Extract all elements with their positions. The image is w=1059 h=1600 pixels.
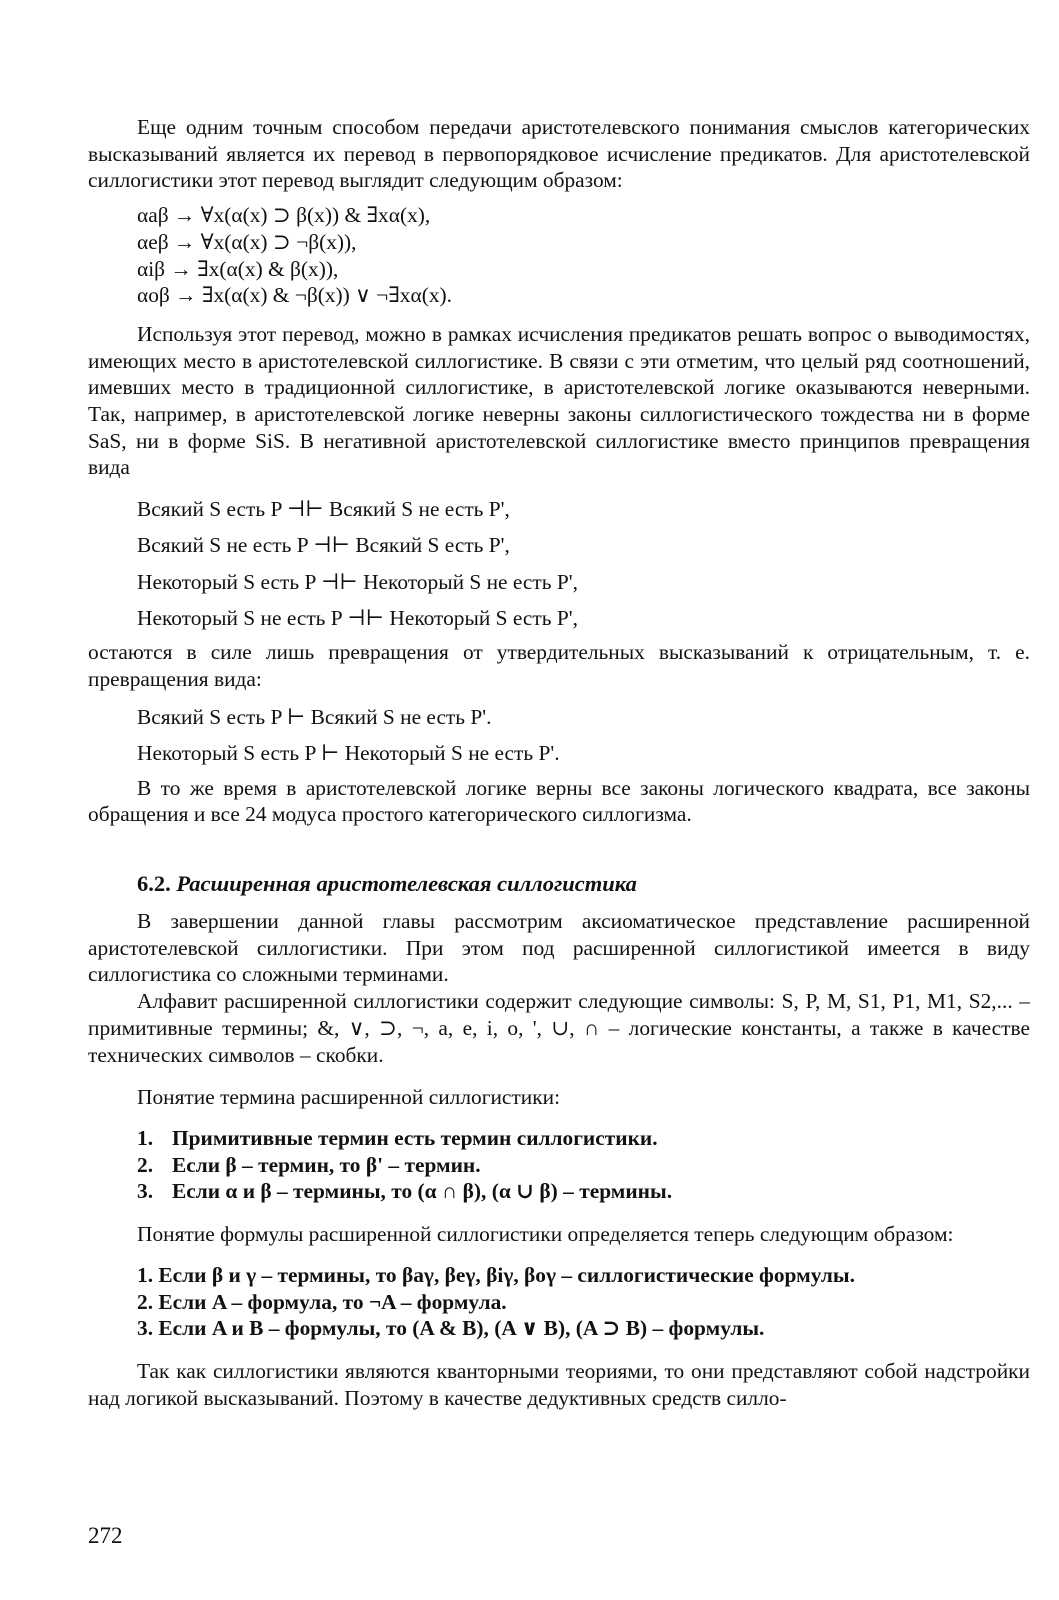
term-concept-paragraph: Понятие термина расширенной силлогистики: bbox=[137, 1085, 561, 1110]
term-rules-list bbox=[137, 1125, 1030, 1205]
term-rule-item: 2. Если β – термин, то β' – термин. bbox=[137, 1152, 481, 1177]
translation-a bbox=[137, 202, 1030, 229]
translation-i-text: αiβ → ∃x(α(x) & β(x)), bbox=[137, 256, 339, 281]
final-paragraph: Так как силлогистики являются кванторными теориями, то они представляют собой надстройки над логикой высказываний. Поэтому в качестве дедуктивных средств силло- bbox=[88, 1358, 1030, 1410]
translation-i bbox=[137, 256, 1030, 283]
translation-formulas bbox=[137, 202, 1030, 309]
implication-line: Некоторый S есть P ⊢ Некоторый S не есть P'. bbox=[137, 741, 560, 766]
translation-e-text: αeβ → ∀x(α(x) ⊃ ¬β(x)), bbox=[137, 229, 357, 254]
page-number: 272 bbox=[88, 1523, 123, 1548]
remain-paragraph: остаются в силе лишь превращения от утвердительных высказываний к отрицательным, т. е. превращения вида: bbox=[88, 639, 1030, 691]
section-number: 6.2. bbox=[137, 871, 171, 897]
equivalence-line: Всякий S есть P ⊣⊢ Всякий S не есть P', bbox=[137, 497, 510, 522]
section-heading bbox=[137, 870, 1030, 898]
formula-rules-list bbox=[137, 1262, 1030, 1342]
equivalence-line: Некоторый S есть P ⊣⊢ Некоторый S не есть P', bbox=[137, 569, 578, 594]
term-rule-item: 3. Если α и β – термины, то (α ∩ β), (α ∪ β) – термины. bbox=[137, 1179, 673, 1204]
using-translation-paragraph: Используя этот перевод, можно в рамках исчисления предикатов решать вопрос о выводимостях, имеющих место в аристотелевской силлогистике. В связи с эти отметим, что целый ряд соотношений, имевших место в традиционной силлогистике, в аристотелевской логике оказываются неверными. Так, например, в аристотелевской логике неверны законы силлогистического тождества ни в форме SaS, ни в форме SiS. В негативной аристотелевской силлогистике вместо принципов превращения вида bbox=[88, 321, 1030, 480]
term-rule-text: Если α и β – термины, то (α ∩ β), (α ∪ β) – термины. bbox=[172, 1179, 673, 1204]
formula-rule-item: 2. Если A – формула, то ¬A – формула. bbox=[137, 1289, 507, 1314]
implication-line: Всякий S есть P ⊢ Всякий S не есть P'. bbox=[137, 705, 492, 730]
translation-a-text: αaβ → ∀x(α(x) ⊃ β(x)) & ∃xα(x), bbox=[137, 203, 431, 228]
translation-e bbox=[137, 229, 1030, 256]
obversion-implications bbox=[137, 704, 1030, 767]
formula-rule-item: 3. Если A и B – формулы, то (A & B), (A ∨ B), (A ⊃ B) – формулы. bbox=[137, 1316, 765, 1341]
conclusion-paragraph: В завершении данной главы рассмотрим аксиоматическое представление расширенной аристотелевской силлогистики. При этом под расширенной силлогистикой имеется в виду силлогистика со сложными терминами. bbox=[88, 909, 1030, 987]
obversion-equivalences bbox=[137, 496, 1030, 631]
same-time-paragraph: В то же время в аристотелевской логике верны все законы логического квадрата, все законы обращения и все 24 модуса простого категорического силлогизма. bbox=[88, 775, 1030, 827]
alphabet-paragraph: Алфавит расширенной силлогистики содержит следующие символы: S, P, M, S1, P1, M1, S2,... – примитивные термины; &, ∨, ⊃, ¬, a, e, i, o, ', ∪, ∩ – логические константы, а также в качестве технических символов – скобки. bbox=[88, 989, 1030, 1067]
term-rule-text: Примитивные термин есть термин силлогистики. bbox=[172, 1126, 658, 1150]
section-title: Расширенная аристотелевская силлогистика bbox=[176, 871, 637, 897]
equivalence-line: Всякий S не есть P ⊣⊢ Всякий S есть P', bbox=[137, 533, 510, 558]
page-content bbox=[88, 114, 1030, 1411]
formula-rule-item: 1. Если β и γ – термины, то βaγ, βeγ, βiγ, βoγ – силлогистические формулы. bbox=[137, 1262, 855, 1287]
term-rule-text: Если β – термин, то β' – термин. bbox=[172, 1152, 481, 1177]
term-rule-item: 1. Примитивные термин есть термин силлогистики. bbox=[137, 1126, 658, 1150]
intro-paragraph: Еще одним точным способом передачи аристотелевского понимания смыслов категорических высказываний является их перевод в первопорядковое исчисление предикатов. Для аристотелевской силлогистики этот перевод выглядит следующим образом: bbox=[88, 115, 1030, 193]
equivalence-line: Некоторый S не есть P ⊣⊢ Некоторый S есть P', bbox=[137, 605, 578, 630]
translation-o-text: αoβ → ∃x(α(x) & ¬β(x)) ∨ ¬∃xα(x). bbox=[137, 283, 452, 308]
translation-o bbox=[137, 282, 1030, 309]
formula-concept-paragraph: Понятие формулы расширенной силлогистики определяется теперь следующим образом: bbox=[137, 1222, 954, 1247]
